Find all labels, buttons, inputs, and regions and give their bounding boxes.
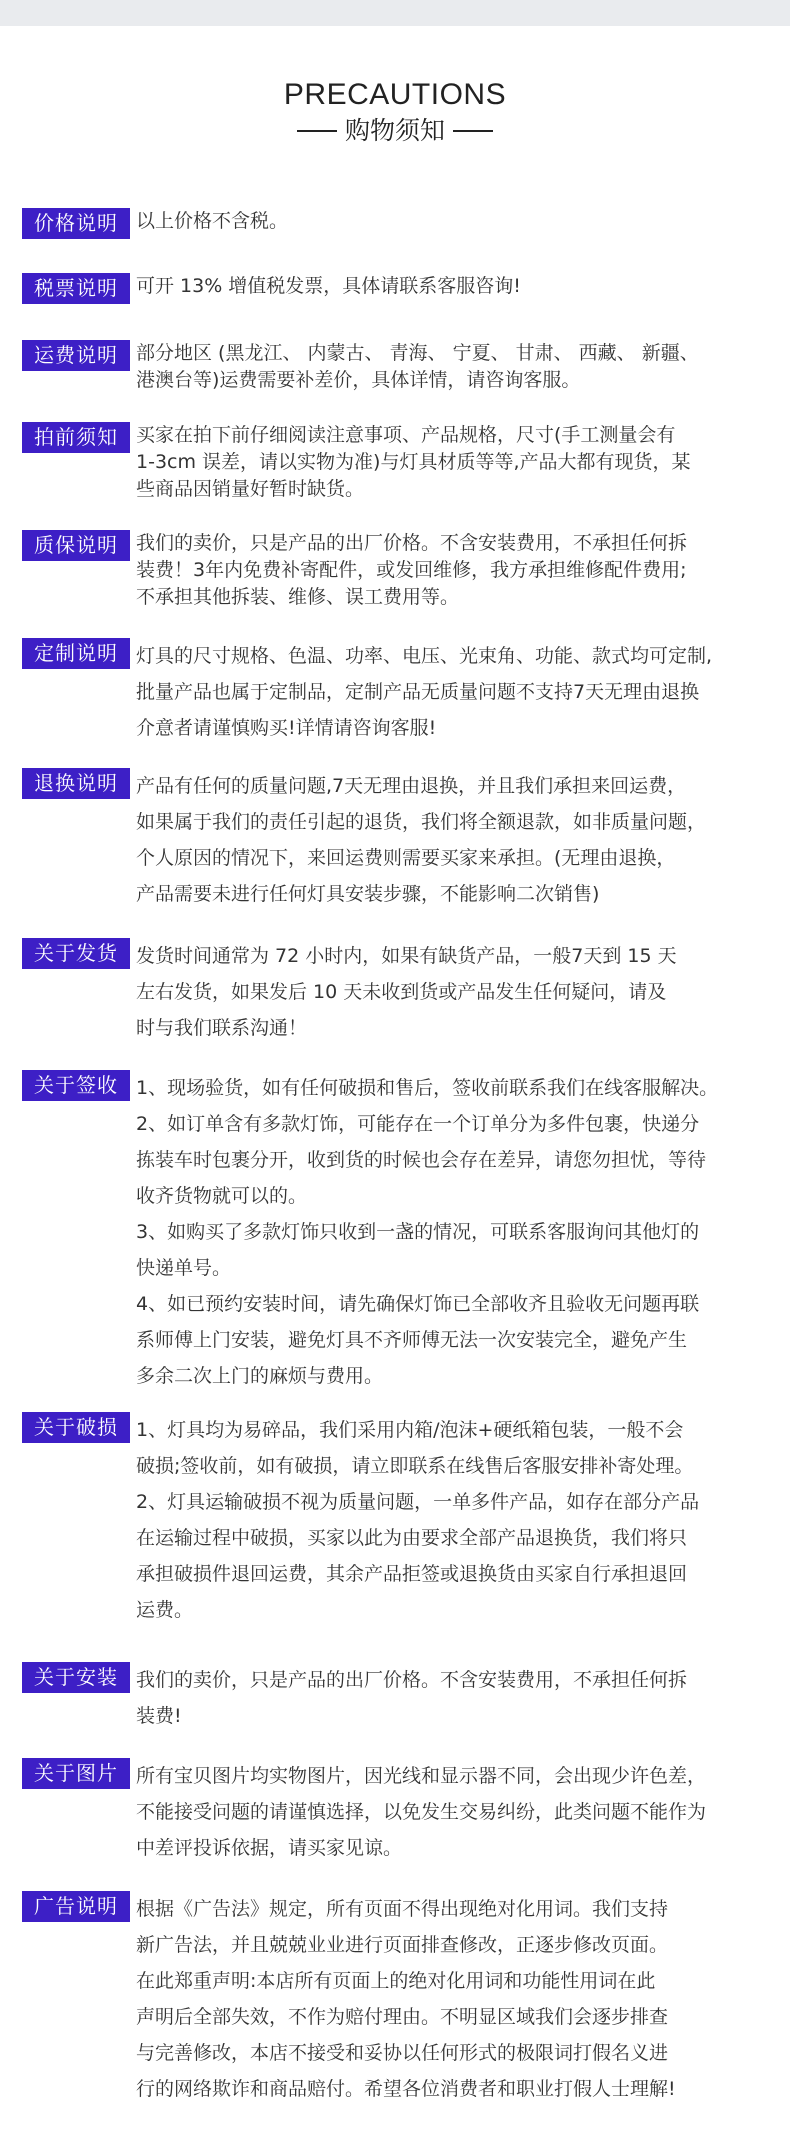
text-line: 我们的卖价，只是产品的出厂价格。不含安装费用，不承担任何拆 bbox=[136, 1669, 688, 1691]
text-line: 中差评投诉依据，请买家见谅。 bbox=[136, 1837, 403, 1859]
section-text bbox=[136, 273, 790, 300]
top-band bbox=[0, 0, 790, 26]
text-line: 承担破损件退回运费，其余产品拒签或退换货由买家自行承担退回 bbox=[136, 1563, 688, 1585]
section-tag: 关于安装 bbox=[22, 1662, 130, 1693]
section-text bbox=[136, 1070, 790, 1394]
text-line: 拣装车时包裹分开，收到货的时候也会存在差异，请您勿担忧，等待 bbox=[136, 1149, 707, 1171]
text-line: 在此郑重声明:本店所有页面上的绝对化用词和功能性用词在此 bbox=[136, 1970, 656, 1992]
section-text bbox=[136, 422, 790, 503]
section-tag: 退换说明 bbox=[22, 768, 130, 799]
text-line: 装费！3年内免费补寄配件，或发回维修，我方承担维修配件费用; bbox=[136, 559, 687, 581]
text-line: 批量产品也属于定制品，定制产品无质量问题不支持7天无理由退换 bbox=[136, 681, 700, 703]
text-line: 如果属于我们的责任引起的退货，我们将全额退款，如非质量问题， bbox=[136, 811, 707, 833]
text-line: 左右发货，如果发后 10 天未收到货或产品发生任何疑问，请及 bbox=[136, 981, 667, 1003]
text-line: 发货时间通常为 72 小时内，如果有缺货产品，一般7天到 15 天 bbox=[136, 945, 677, 967]
section-text bbox=[136, 530, 790, 611]
text-line: 1、灯具均为易碎品，我们采用内箱/泡沫+硬纸箱包装，一般不会 bbox=[136, 1419, 684, 1441]
section-tag: 拍前须知 bbox=[22, 422, 130, 453]
section-text bbox=[136, 208, 790, 235]
title-cn-row bbox=[0, 114, 790, 148]
page-header bbox=[0, 76, 790, 168]
section-text bbox=[136, 1891, 790, 2107]
title-rule-right bbox=[453, 130, 493, 132]
text-line: 1-3cm 误差，请以实物为准)与灯具材质等等,产品大都有现货，某 bbox=[136, 451, 691, 473]
text-line: 可开 13% 增值税发票，具体请联系客服咨询! bbox=[136, 275, 521, 297]
text-line: 买家在拍下前仔细阅读注意事项、产品规格，尺寸(手工测量会有 bbox=[136, 424, 676, 446]
text-line: 时与我们联系沟通！ bbox=[136, 1017, 308, 1039]
section-text bbox=[136, 1412, 790, 1628]
text-line: 些商品因销量好暂时缺货。 bbox=[136, 478, 365, 500]
section-text bbox=[136, 638, 790, 746]
text-line: 2、如订单含有多款灯饰，可能存在一个订单分为多件包裹，快递分 bbox=[136, 1113, 700, 1135]
section-text bbox=[136, 938, 790, 1046]
text-line: 灯具的尺寸规格、色温、功率、电压、光束角、功能、款式均可定制, bbox=[136, 645, 713, 667]
text-line: 1、现场验货，如有任何破损和售后，签收前联系我们在线客服解决。 bbox=[136, 1077, 719, 1099]
text-line: 收齐货物就可以的。 bbox=[136, 1185, 308, 1207]
section-tag: 关于破损 bbox=[22, 1412, 130, 1443]
text-line: 不能接受问题的请谨慎选择，以免发生交易纠纷，此类问题不能作为 bbox=[136, 1801, 707, 1823]
text-line: 个人原因的情况下，来回运费则需要买家来承担。(无理由退换， bbox=[136, 847, 676, 869]
text-line: 快递单号。 bbox=[136, 1257, 232, 1279]
text-line: 破损;签收前，如有破损，请立即联系在线售后客服安排补寄处理。 bbox=[136, 1455, 694, 1477]
section-tag: 价格说明 bbox=[22, 208, 130, 239]
section-tag: 广告说明 bbox=[22, 1891, 130, 1922]
text-line: 运费。 bbox=[136, 1599, 194, 1621]
section-tag: 税票说明 bbox=[22, 273, 130, 304]
section-text bbox=[136, 768, 790, 912]
section-text bbox=[136, 1758, 790, 1866]
section-tag: 关于签收 bbox=[22, 1070, 130, 1101]
section-tag: 关于图片 bbox=[22, 1758, 130, 1789]
text-line: 所有宝贝图片均实物图片，因光线和显示器不同，会出现少许色差， bbox=[136, 1765, 707, 1787]
text-line: 部分地区 (黑龙江、 内蒙古、 青海、 宁夏、 甘肃、 西藏、 新疆、 bbox=[136, 342, 699, 364]
text-line: 我们的卖价，只是产品的出厂价格。不含安装费用，不承担任何拆 bbox=[136, 532, 688, 554]
text-line: 新广告法，并且兢兢业业进行页面排查修改，正逐步修改页面。 bbox=[136, 1934, 669, 1956]
text-line: 产品需要未进行任何灯具安装步骤，不能影响二次销售) bbox=[136, 883, 600, 905]
text-line: 声明后全部失效，不作为赔付理由。不明显区域我们会逐步排查 bbox=[136, 2006, 669, 2028]
text-line: 在运输过程中破损，买家以此为由要求全部产品退换货，我们将只 bbox=[136, 1527, 688, 1549]
text-line: 行的网络欺诈和商品赔付。希望各位消费者和职业打假人士理解! bbox=[136, 2078, 676, 2100]
text-line: 装费! bbox=[136, 1705, 182, 1727]
section-text bbox=[136, 1662, 790, 1734]
text-line: 系师傅上门安装，避免灯具不齐师傅无法一次安装完全，避免产生 bbox=[136, 1329, 688, 1351]
text-line: 不承担其他拆装、维修、误工费用等。 bbox=[136, 586, 460, 608]
title-en: PRECAUTIONS bbox=[283, 78, 507, 111]
title-cn: 购物须知 bbox=[344, 116, 445, 145]
section-tag: 关于发货 bbox=[22, 938, 130, 969]
text-line: 2、灯具运输破损不视为质量问题，一单多件产品，如存在部分产品 bbox=[136, 1491, 700, 1513]
text-line: 根据《广告法》规定，所有页面不得出现绝对化用词。我们支持 bbox=[136, 1898, 669, 1920]
text-line: 与完善修改，本店不接受和妥协以任何形式的极限词打假名义进 bbox=[136, 2042, 669, 2064]
section-tag: 定制说明 bbox=[22, 638, 130, 669]
section-text bbox=[136, 340, 790, 394]
text-line: 4、如已预约安装时间，请先确保灯饰已全部收齐且验收无问题再联 bbox=[136, 1293, 700, 1315]
text-line: 3、如购买了多款灯饰只收到一盏的情况，可联系客服询问其他灯的 bbox=[136, 1221, 700, 1243]
text-line: 介意者请谨慎购买!详情请咨询客服! bbox=[136, 717, 437, 739]
text-line: 产品有任何的质量问题,7天无理由退换，并且我们承担来回运费， bbox=[136, 775, 687, 797]
text-line: 港澳台等)运费需要补差价，具体详情，请咨询客服。 bbox=[136, 369, 581, 391]
section-tag: 质保说明 bbox=[22, 530, 130, 561]
section-tag: 运费说明 bbox=[22, 340, 130, 371]
text-line: 多余二次上门的麻烦与费用。 bbox=[136, 1365, 384, 1387]
text-line: 以上价格不含税。 bbox=[136, 210, 289, 232]
title-rule-left bbox=[297, 130, 337, 132]
